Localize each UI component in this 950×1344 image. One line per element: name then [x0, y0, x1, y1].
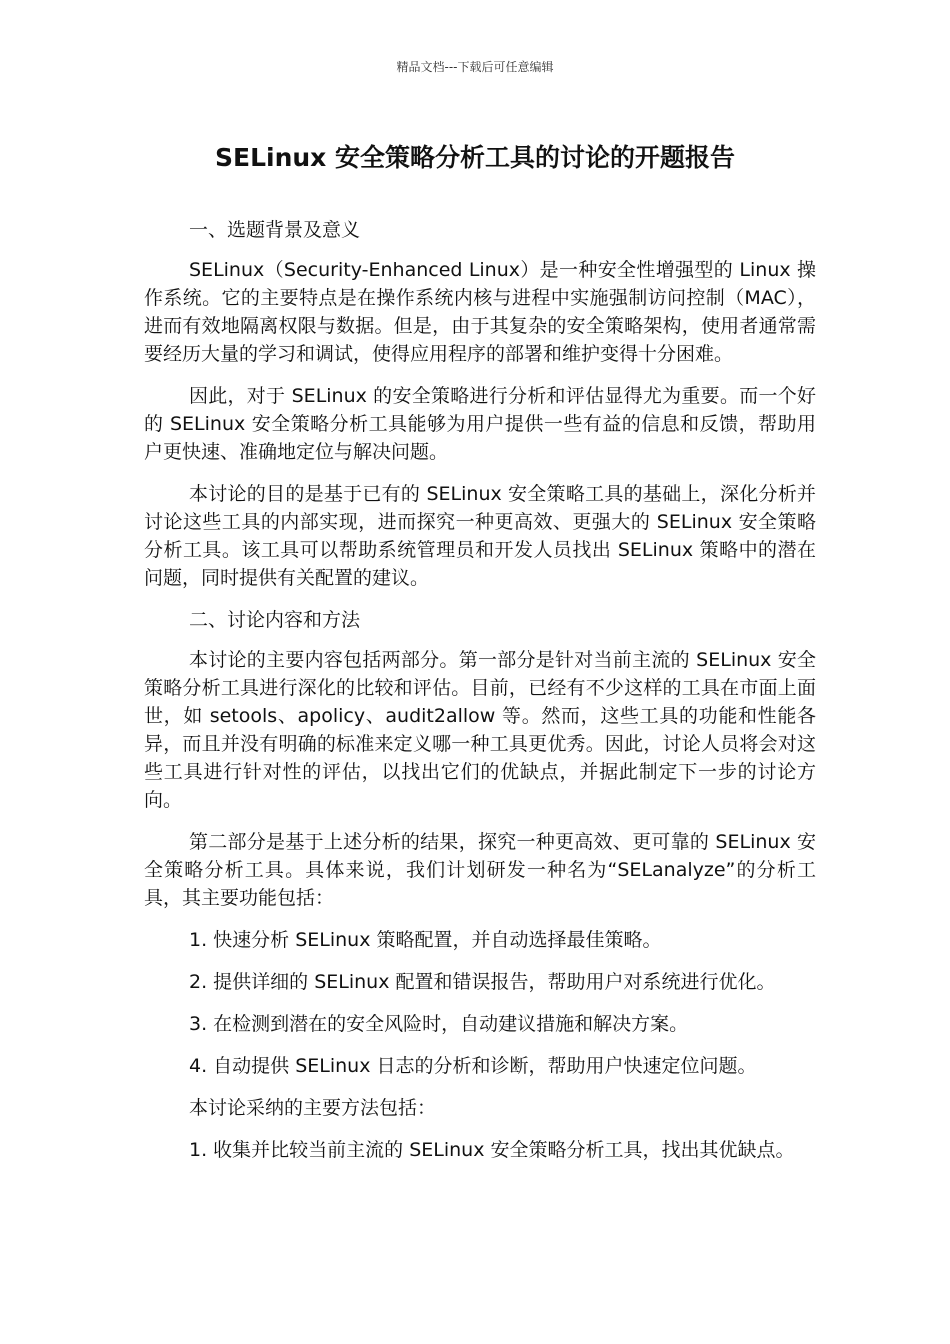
paragraph-selinux-intro: SELinux（Security-Enhanced Linux）是一种安全性增强型的 Linux 操作系统。它的主要特点是在操作系统内核与进程中实施强制访问控制（MAC），进而有效地隔离权限与数据。但是，由于其复杂的安全策略架构，使用者通常需要经历大量的学习和调试，使得应用程序的部署和维护变得十分困难。	[144, 259, 816, 365]
section-heading-content-methods: 二、讨论内容和方法	[189, 609, 361, 631]
paragraph-methods-intro: 本讨论采纳的主要方法包括：	[189, 1097, 437, 1119]
section-heading-background: 一、选题背景及意义	[189, 219, 361, 241]
feature-item-1: 1. 快速分析 SELinux 策略配置，并自动选择最佳策略。	[189, 929, 662, 951]
paragraph-importance: 因此，对于 SELinux 的安全策略进行分析和评估显得尤为重要。而一个好的 SELinux 安全策略分析工具能够为用户提供一些有益的信息和反馈，帮助用户更快速、准确地定位与解决问题。	[144, 385, 816, 463]
document-header-note: 精品文档---下载后可任意编辑	[396, 60, 554, 74]
feature-item-4: 4. 自动提供 SELinux 日志的分析和诊断，帮助用户快速定位问题。	[189, 1055, 757, 1077]
document-body	[144, 216, 816, 1178]
feature-item-2: 2. 提供详细的 SELinux 配置和错误报告，帮助用户对系统进行优化。	[189, 971, 776, 993]
paragraph-purpose: 本讨论的目的是基于已有的 SELinux 安全策略工具的基础上，深化分析并讨论这些工具的内部实现，进而探究一种更高效、更强大的 SELinux 安全策略分析工具。该工具可以帮助系统管理员和开发人员找出 SELinux 策略中的潜在问题，同时提供有关配置的建议。	[144, 483, 816, 589]
method-item-1: 1. 收集并比较当前主流的 SELinux 安全策略分析工具，找出其优缺点。	[189, 1139, 795, 1161]
feature-item-3: 3. 在检测到潜在的安全风险时，自动建议措施和解决方案。	[189, 1013, 689, 1035]
paragraph-part-two: 第二部分是基于上述分析的结果，探究一种更高效、更可靠的 SELinux 安全策略分析工具。具体来说，我们计划研发一种名为“SELanalyze”的分析工具，其主要功能包括：	[144, 831, 816, 909]
document-title: SELinux 安全策略分析工具的讨论的开题报告	[214, 143, 735, 172]
paragraph-part-one: 本讨论的主要内容包括两部分。第一部分是针对当前主流的 SELinux 安全策略分析工具进行深化的比较和评估。目前，已经有不少这样的工具在市面上面世，如 setools、apolicy、audit2allow 等。然而，这些工具的功能和性能各异，而且并没有明确的标准来定义哪一种工具更优秀。因此，讨论人员将会对这些工具进行针对性的评估，以找出它们的优缺点，并据此制定下一步的讨论方向。	[144, 649, 816, 811]
